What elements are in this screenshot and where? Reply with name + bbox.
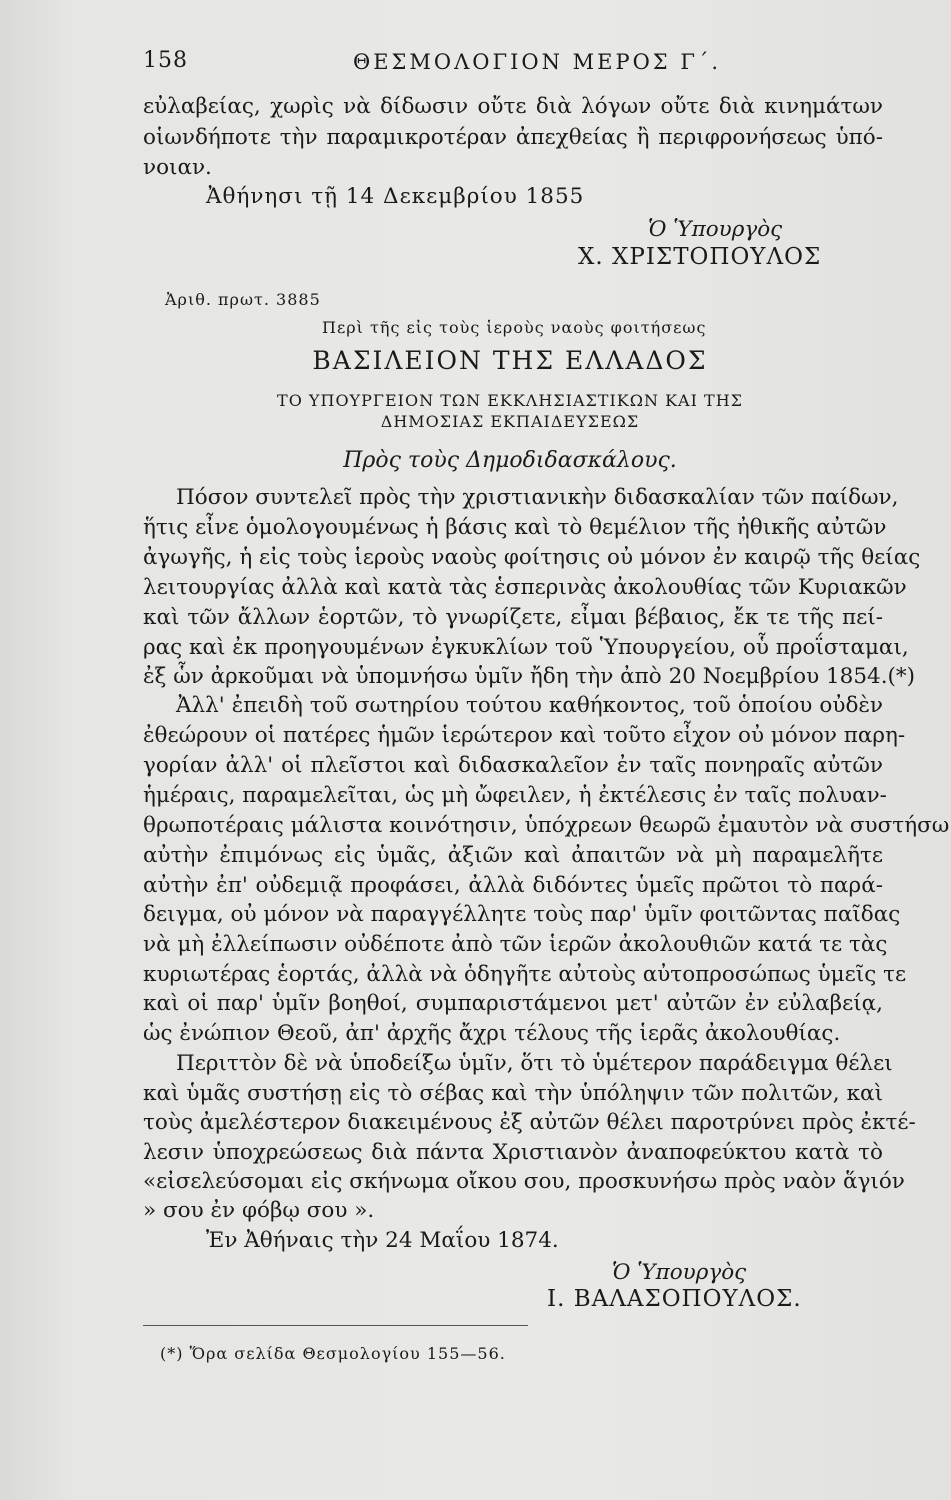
body-line: ἥτις εἶνε ὁμολογουμένως ἡ βάσις καὶ τὸ θεμέλιον τῆς ἠθικῆς αὐτῶν [143, 515, 887, 540]
doc2-signer-title: Ὁ Ὑπουργὸς [612, 1260, 747, 1285]
body-line: ἀγωγῆς, ἡ εἰς τοὺς ἱεροὺς ναοὺς φοίτησις οὐ μόνον ἐν καιρῷ τῆς θείας [143, 545, 921, 570]
doc1-line: εὐλαβείας, χωρὶς νὰ δίδωσιν οὔτε διὰ λόγων οὔτε διὰ κινημάτων [143, 94, 883, 119]
body-line: » σου ἐν φόβῳ σου ». [143, 1198, 375, 1223]
doc1-line: οἱωνδήποτε τὴν παραμικροτέραν ἀπεχθείας ἢ περιφρονήσεως ὑπό- [143, 125, 883, 150]
body-line: Πόσον συντελεῖ πρὸς τὴν χριστιανικὴν διδασκαλίαν τῶν παίδων, [176, 485, 899, 510]
body-line: καὶ ὑμᾶς συστήσῃ εἰς τὸ σέβας καὶ τὴν ὑπόληψιν τῶν πολιτῶν, καὶ [143, 1081, 883, 1106]
body-line: «εἰσελεύσομαι εἰς σκήνωμα οἴκου σου, προσκυνήσω πρὸς ναὸν ἅγιόν [143, 1169, 905, 1194]
running-title: ΘΕΣΜΟΛΟΓΙΟΝ ΜΕΡΟΣ Γ΄. [353, 50, 722, 74]
body-line: ὡς ἐνώπιον Θεοῦ, ἀπ' ἀρχῆς ἄχρι τέλους τῆς ἱερᾶς ἀκολουθίας. [143, 1021, 841, 1046]
protocol-number: Ἀριθ. πρωτ. 3885 [165, 290, 321, 309]
body-line: ἡμέραις, παραμελεῖται, ὡς μὴ ὤφειλεν, ἡ ἐκτέλεσις ἐν ταῖς πολυαν- [143, 783, 887, 808]
page-number: 158 [143, 48, 188, 73]
footnote: (*) Ὅρα σελίδα Θεσμολογίου 155—56. [160, 1344, 506, 1363]
body-line: δειγμα, οὐ μόνον νὰ παραγγέλλητε τοὺς παρ' ὑμῖν φοιτῶντας παῖδας [143, 902, 901, 927]
body-line: ἐξ ὧν ἀρκοῦμαι νὰ ὑπομνήσω ὑμῖν ἤδη τὴν ἀπὸ 20 Νοεμβρίου 1854.(*) [143, 664, 916, 689]
footnote-rule [143, 1325, 528, 1326]
body-line: καὶ οἱ παρ' ὑμῖν βοηθοί, συμπαριστάμενοι μετ' αὐτῶν ἐν εὐλαβείᾳ, [143, 991, 883, 1016]
doc1-date: Ἀθήνησι τῇ 14 Δεκεμβρίου 1855 [206, 184, 585, 209]
body-line: ἐθεώρουν οἱ πατέρες ἡμῶν ἱερώτερον καὶ τοῦτο εἶχον οὐ μόνον παρη- [143, 723, 906, 748]
subject-line: Περὶ τῆς εἰς τοὺς ἱεροὺς ναοὺς φοιτήσεως [322, 318, 707, 337]
body-line: λειτουργίας ἀλλὰ καὶ κατὰ τὰς ἑσπερινὰς ἀκολουθίας τῶν Κυριακῶν [143, 575, 907, 600]
body-line: Ἀλλ' ἐπειδὴ τοῦ σωτηρίου τούτου καθήκοντος, τοῦ ὁποίου οὐδὲν [176, 693, 883, 718]
body-line: Περιττὸν δὲ νὰ ὑποδείξω ὑμῖν, ὅτι τὸ ὑμέτερον παράδειγμα θέλει [176, 1051, 893, 1076]
doc1-signer-name: Χ. ΧΡΙΣΤΟΠΟΥΛΟΣ [578, 244, 822, 270]
page-header [143, 48, 883, 84]
body-line: θρωποτέραις μάλιστα κοινότησιν, ὑπόχρεων θεωρῶ ἐμαυτὸν νὰ συστήσω [143, 813, 950, 838]
body-line: αὐτὴν ἐπιμόνως εἰς ὑμᾶς, ἀξιῶν καὶ ἀπαιτῶν νὰ μὴ παραμελῆτε [143, 843, 883, 868]
body-line: καὶ τῶν ἄλλων ἑορτῶν, τὸ γνωρίζετε, εἶμαι βέβαιος, ἔκ τε τῆς πεί- [143, 605, 883, 630]
body-line: ρας καὶ ἐκ προηγουμένων ἐγκυκλίων τοῦ Ὑπουργείου, οὗ προΐσταμαι, [143, 635, 909, 660]
doc1-line: νοιαν. [143, 155, 212, 180]
body-line: λεσιν ὑποχρεώσεως διὰ πάντα Χριστιανὸν ἀναποφεύκτου κατὰ τὸ [143, 1140, 883, 1165]
doc1-signer-title: Ὁ Ὑπουργὸς [648, 217, 783, 242]
addressee: Πρὸς τοὺς Δημοδιδασκάλους. [343, 448, 677, 473]
body-line: νὰ μὴ ἐλλείπωσιν οὐδέποτε ἀπὸ τῶν ἱερῶν ἀκολουθιῶν κατά τε τὰς [143, 932, 888, 957]
kingdom-heading: ΒΑΣΙΛΕΙΟΝ ΤΗΣ ΕΛΛΑΔΟΣ [312, 346, 708, 375]
body-line: τοὺς ἀμελέστερον διακειμένους ἐξ αὐτῶν θέλει παροτρύνει πρὸς ἐκτέ- [143, 1110, 916, 1135]
ministry-heading-line2: ΔΗΜΟΣΙΑΣ ΕΚΠΑΙΔΕΥΣΕΩΣ [380, 412, 640, 431]
body-line: αὐτὴν ἐπ' οὐδεμιᾷ προφάσει, ἀλλὰ διδόντες ὑμεῖς πρῶτοι τὸ παρά- [143, 873, 883, 898]
body-line: κυριωτέρας ἑορτάς, ἀλλὰ νὰ ὁδηγῆτε αὐτοὺς αὐτοπροσώπως ὑμεῖς τε [143, 962, 907, 987]
doc2-date: Ἐν Ἀθήναις τὴν 24 Μαΐου 1874. [206, 1228, 559, 1253]
doc2-signer-name: Ι. ΒΑΛΑΣΟΠΟΥΛΟΣ. [547, 1286, 802, 1312]
body-line: γορίαν ἀλλ' οἱ πλεῖστοι καὶ διδασκαλεῖον ἐν ταῖς πονηραῖς αὐτῶν [143, 753, 883, 778]
ministry-heading-line1: ΤΟ ΥΠΟΥΡΓΕΙΟΝ ΤΩΝ ΕΚΚΛΗΣΙΑΣΤΙΚΩΝ ΚΑΙ ΤΗΣ [277, 391, 743, 410]
